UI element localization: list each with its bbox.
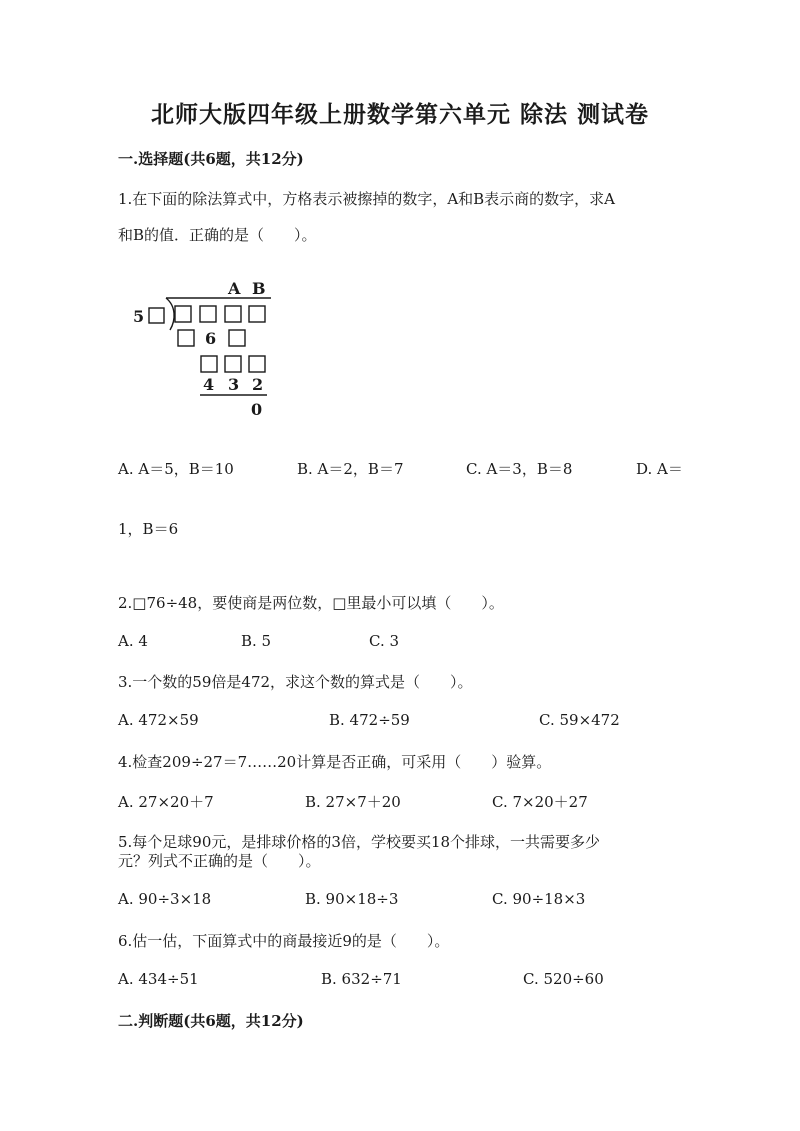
q2-option-a[interactable]: A. 4 bbox=[118, 632, 148, 650]
question-5-text-line2: 元？列式不正确的是（ ）。 bbox=[118, 852, 321, 870]
q6-option-c[interactable]: C. 520÷60 bbox=[523, 970, 604, 988]
q3-option-a[interactable]: A. 472×59 bbox=[118, 711, 199, 729]
q4-option-a[interactable]: A. 27×20＋7 bbox=[118, 793, 214, 811]
q5-option-c[interactable]: C. 90÷18×3 bbox=[492, 890, 586, 908]
long-division-diagram bbox=[128, 276, 278, 425]
q5-option-a[interactable]: A. 90÷3×18 bbox=[118, 890, 212, 908]
q1-option-c[interactable]: C. A＝3，B＝8 bbox=[466, 460, 573, 478]
question-4-text: 4.检查209÷27＝7……20计算是否正确，可采用（ ）验算。 bbox=[118, 753, 552, 771]
quotient-a: A bbox=[228, 279, 241, 298]
question-1-text-line1: 1.在下面的除法算式中，方格表示被擦掉的数字，A和B表示商的数字，求A bbox=[118, 190, 616, 208]
q1-option-a[interactable]: A. A＝5，B＝10 bbox=[118, 460, 234, 478]
divisor-digit: 5 bbox=[133, 307, 145, 326]
q6-option-b[interactable]: B. 632÷71 bbox=[321, 970, 402, 988]
remainder-digit: 0 bbox=[251, 400, 263, 419]
q2-option-c[interactable]: C. 3 bbox=[369, 632, 400, 650]
q3-option-b[interactable]: B. 472÷59 bbox=[329, 711, 410, 729]
section-heading-judgement: 二.判断题(共6题，共12分) bbox=[118, 1012, 304, 1030]
q2-option-b[interactable]: B. 5 bbox=[241, 632, 272, 650]
q4-option-b[interactable]: B. 27×7＋20 bbox=[305, 793, 401, 811]
digit-3: 3 bbox=[228, 375, 240, 394]
question-1-text-line2: 和B的值．正确的是（ ）。 bbox=[118, 226, 317, 244]
q1-option-b[interactable]: B. A＝2，B＝7 bbox=[297, 460, 404, 478]
q6-option-a[interactable]: A. 434÷51 bbox=[118, 970, 199, 988]
digit-4: 4 bbox=[203, 375, 215, 394]
q1-option-d[interactable]: D. A＝ bbox=[636, 460, 683, 478]
q4-option-c[interactable]: C. 7×20＋27 bbox=[492, 793, 588, 811]
section-heading-choice: 一.选择题(共6题，共12分) bbox=[118, 150, 304, 168]
q5-option-b[interactable]: B. 90×18÷3 bbox=[305, 890, 399, 908]
page-title: 北师大版四年级上册数学第六单元 除法 测试卷 bbox=[150, 101, 649, 128]
q1-option-d-continued: 1，B＝6 bbox=[118, 520, 179, 538]
question-6-text: 6.估一估，下面算式中的商最接近9的是（ ）。 bbox=[118, 932, 450, 950]
partial-digit: 6 bbox=[205, 329, 217, 348]
q3-option-c[interactable]: C. 59×472 bbox=[539, 711, 620, 729]
question-3-text: 3.一个数的59倍是472，求这个数的算式是（ ）。 bbox=[118, 673, 473, 691]
digit-2: 2 bbox=[252, 375, 264, 394]
quotient-b: B bbox=[252, 279, 266, 298]
question-5-text-line1: 5.每个足球90元，是排球价格的3倍，学校要买18个排球，一共需要多少 bbox=[118, 833, 601, 851]
question-2-text: 2.□76÷48，要使商是两位数，□里最小可以填（ ）。 bbox=[118, 594, 504, 612]
